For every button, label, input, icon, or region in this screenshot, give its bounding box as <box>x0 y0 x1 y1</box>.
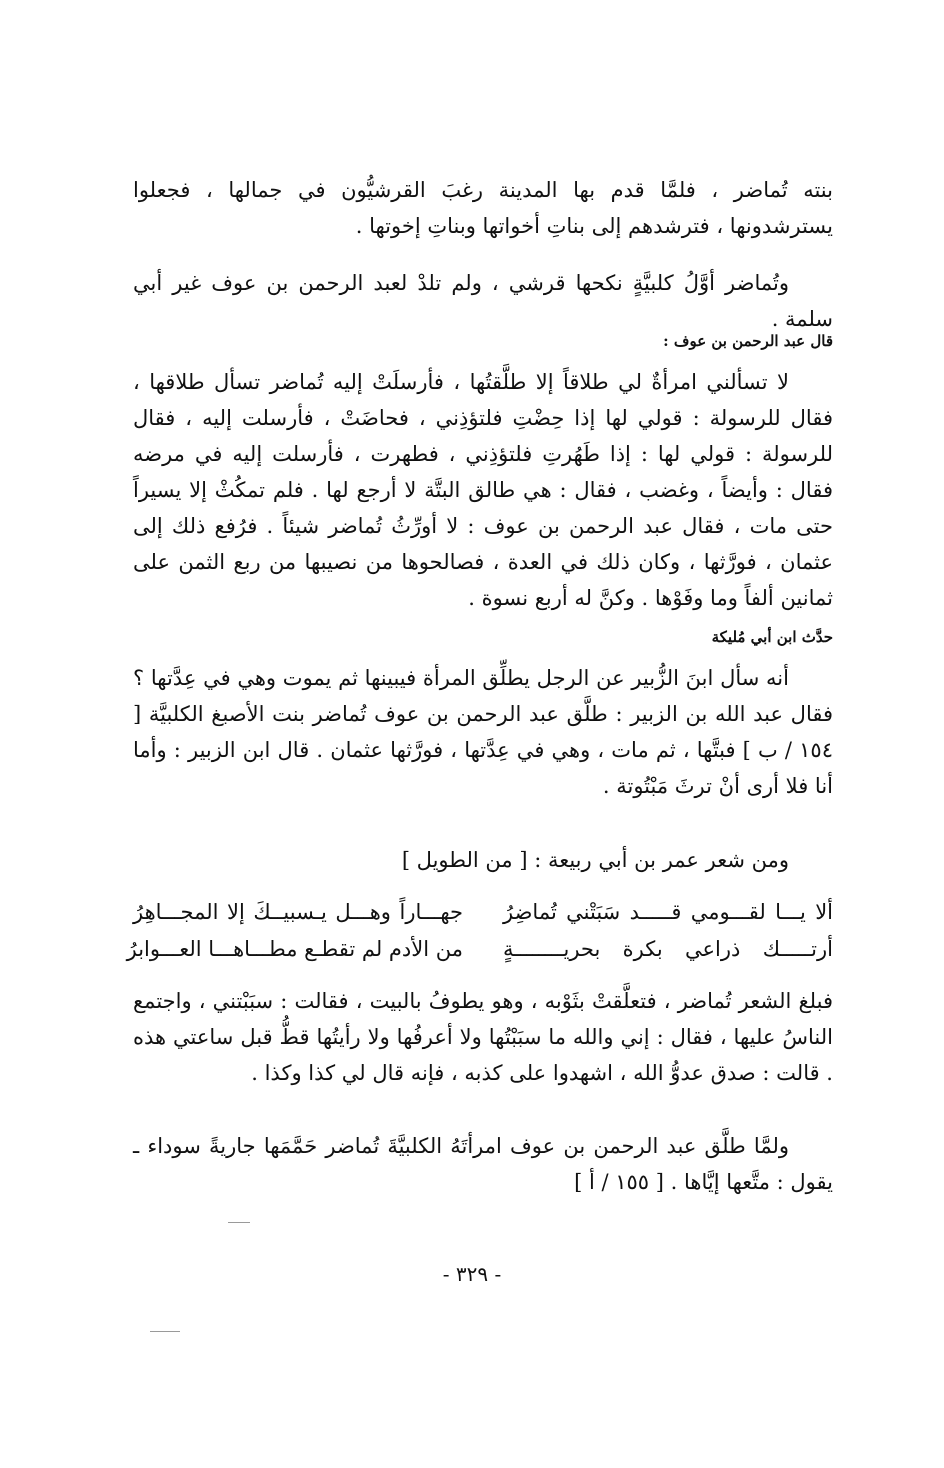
scan-mark <box>150 1331 180 1332</box>
verse-1-first-hemistich: ألا يـــا لقـــومي قـــــد سَبَتْني تُماضِرُ <box>503 900 833 924</box>
scan-mark <box>228 1222 250 1223</box>
page-number: - ٣٢٩ - <box>442 1262 502 1286</box>
paragraph-tahmim: ولمَّا طلَّق عبد الرحمن بن عوف امرأتَهُ الكلبيَّةَ تُماضر حَمَّمَها جاريةً سوداء ـ يقول : متَّعها إيَّاها . [ ١٥٥ / أ ] <box>133 1134 833 1194</box>
paragraph-intro: بنته تُماضر ، فلمَّا قدم بها المدينة رغبَ القرشيُّون في جمالها ، فجعلوا يسترشدونها ، فترشدهم إلى بناتِ أخواتها وبناتِ إخوتها . <box>133 178 833 238</box>
verse-1-second-hemistich: جهـــاراً وهـــل يـسبيــكَ إلا المجـــاهِرُ <box>133 900 463 924</box>
verse-2-first-hemistich: أرتـــــك ذراعي بكرة بحريــــــــةٍ <box>503 937 833 961</box>
paragraph-tumadir-confronts: فبلغ الشعر تُماضر ، فتعلَّقتْ بثَوْبه ، وهو يطوفُ بالبيت ، فقالت : سبَبْتني ، واجتمع الناسُ عليها ، فقال : إني والله ما سبَبْتُها ولا أعرفُها ولا رأيتُها قطُّ قبل ساعتي هذه . قالت : صدق عدوُّ الله ، اشهدوا على كذبه ، فإنه قال لي كذا وكذا . <box>133 989 833 1085</box>
paragraph-poetry-intro: ومن شعر عمر بن أبي ربيعة : [ من الطويل ] <box>401 848 789 872</box>
paragraph-divorce-story: لا تسألني امرأةٌ لي طلاقاً إلا طلَّقتُها ، فأرسلَتْ إليه تُماضر تسأل طلاقها ، فقال للرسولة : قولي لها إذا حِضْتِ فلتؤذِني ، فحاضَتْ ، فأرسلت إليه ، فقال للرسولة : قولي لها : إذا طَهُرتِ فلتؤذِني ، فطهرت ، فأرسلت إليه في مرضه فقال : وأيضاً ، وغضب ، فقال : هي طالق البتَّة لا أرجع لها . فلم تمكُثْ إلا يسيراً حتى مات ، فقال عبد الرحمن بن عوف : لا أورِّثُ تُماضر شيئاً . فرُفع ذلك إلى عثمان ، فورَّثها ، وكان ذلك في العدة ، فصالحوها من نصيبها من ربع الثمن على ثمانين ألفاً وما وفَوْها . وكنَّ له أربع نسوة . <box>133 370 833 610</box>
paragraph-ibn-zubayr: أنه سأل ابنَ الزُّبير عن الرجل يطلِّق المرأة فيبينها ثم يموت وهي في عِدَّتها ؟ فقال عبد الله بن الزبير : طلَّق عبد الرحمن بن عوف تُماضر بنت الأصبغ الكلبيَّة [ ١٥٤ / ب ] فبتَّها ، ثم مات ، وهي في عِدَّتها ، فورَّثها عثمان . قال ابن الزبير : وأما أنا فلا أرى أنْ ترثَ مَبْتُوتة . <box>133 666 833 798</box>
heading-ibn-abi-mulayka: حدَّث ابن أبي مُليكة <box>711 628 833 646</box>
paragraph-first-kalbi-wife: وتُماضر أوَّلُ كلبيَّةٍ نكحها قرشي ، ولم تلدْ لعبد الرحمن بن عوف غير أبي سلمة . <box>133 271 833 331</box>
verse-line-1 <box>133 894 833 930</box>
verse-line-2 <box>126 931 833 967</box>
heading-abd-al-rahman-said: قال عبد الرحمن بن عوف : <box>663 332 833 350</box>
verse-2-second-hemistich: من الأدم لم تقطـع مطـــاهـــا العـــوابرُ <box>126 937 463 961</box>
